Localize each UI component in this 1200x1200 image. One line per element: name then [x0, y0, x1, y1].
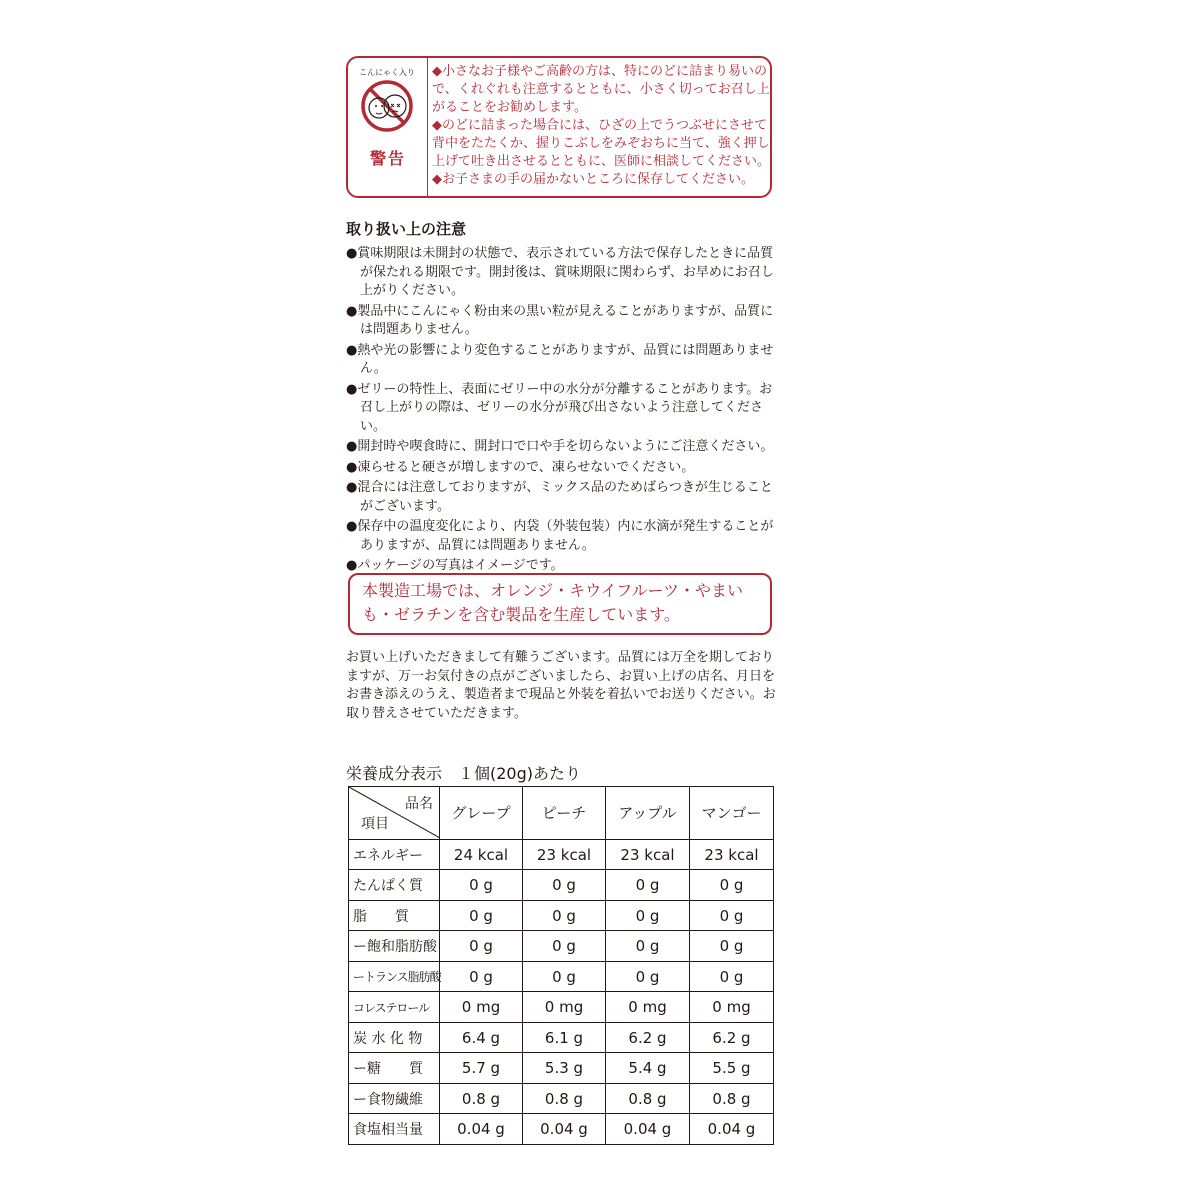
warning-list: [432, 63, 770, 189]
handling-title: 取り扱い上の注意: [346, 220, 467, 238]
value-cell: 0 g: [523, 931, 606, 962]
value-cell: 0 g: [440, 870, 523, 901]
value-cell: 6.2 g: [606, 1022, 690, 1053]
value-cell: 0 g: [690, 931, 774, 962]
value-cell: 0 g: [523, 961, 606, 992]
value-cell: 0 g: [523, 900, 606, 931]
value-cell: 0 g: [606, 961, 690, 992]
column-header: グレープ: [440, 787, 523, 840]
row-label: コレステロール: [349, 992, 440, 1023]
warning-box: [346, 56, 772, 198]
choking-warning-icon: [357, 64, 417, 134]
value-cell: 5.7 g: [440, 1053, 523, 1084]
value-cell: 5.5 g: [690, 1053, 774, 1084]
row-label: 脂 質: [349, 900, 440, 931]
value-cell: 6.4 g: [440, 1022, 523, 1053]
value-cell: 0 g: [690, 870, 774, 901]
corner-item-label: 項目: [361, 815, 389, 832]
row-label: 食塩相当量: [349, 1114, 440, 1145]
warning-item: ◆小さなお子様やご高齢の方は、特にのどに詰まり易いので、くれぐれも注意するとともに、小さく切ってお召し上がることをお勧めします。: [432, 64, 770, 115]
row-label: ー飽和脂肪酸: [349, 931, 440, 962]
nutrition-row: [349, 1114, 774, 1145]
warning-label: 警告: [369, 149, 406, 168]
nutrition-title: 栄養成分表示 １個(20g)あたり: [346, 764, 582, 783]
value-cell: 0 g: [606, 900, 690, 931]
value-cell: 0.8 g: [523, 1083, 606, 1114]
row-label: たんぱく質: [349, 870, 440, 901]
value-cell: 0 mg: [440, 992, 523, 1023]
nutrition-row: [349, 1083, 774, 1114]
nutrition-row: [349, 931, 774, 962]
value-cell: 0 mg: [523, 992, 606, 1023]
row-label: ー糖 質: [349, 1053, 440, 1084]
value-cell: 5.3 g: [523, 1053, 606, 1084]
value-cell: 0 g: [440, 900, 523, 931]
value-cell: 0 g: [440, 961, 523, 992]
value-cell: 0.04 g: [523, 1114, 606, 1145]
value-cell: 0.04 g: [606, 1114, 690, 1145]
nutrition-table: [348, 786, 774, 1145]
value-cell: 0 g: [523, 870, 606, 901]
row-label: ートランス脂肪酸: [349, 961, 440, 992]
value-cell: 0.8 g: [606, 1083, 690, 1114]
handling-note: ●製品中にこんにゃく粉由来の黒い粒が見えることがありますが、品質には問題ありません。: [346, 303, 774, 337]
handling-note: ●パッケージの写真はイメージです。: [346, 558, 564, 573]
value-cell: 0 mg: [690, 992, 774, 1023]
value-cell: 23 kcal: [606, 839, 690, 870]
handling-note: ●混合には注意しておりますが、ミックス品のためばらつきが生じることがございます。: [346, 480, 773, 514]
value-cell: 23 kcal: [690, 839, 774, 870]
handling-notes-list: [346, 245, 778, 578]
handling-note: ●ゼリーの特性上、表面にゼリー中の水分が分離することがあります。お召し上がりの際は、ゼリーの水分が飛び出さないよう注意してください。: [346, 381, 773, 434]
nutrition-header-row: [349, 787, 774, 840]
handling-note: ●保存中の温度変化により、内袋（外装包装）内に水滴が発生することがありますが、品質には問題ありません。: [346, 519, 774, 553]
value-cell: 0 g: [690, 961, 774, 992]
value-cell: 6.2 g: [690, 1022, 774, 1053]
value-cell: 0.8 g: [440, 1083, 523, 1114]
nutrition-row: [349, 839, 774, 870]
nutrition-row: [349, 961, 774, 992]
value-cell: 6.1 g: [523, 1022, 606, 1053]
value-cell: 5.4 g: [606, 1053, 690, 1084]
factory-allergen-notice: 本製造工場では、オレンジ・キウイフルーツ・やまいも・ゼラチンを含む製品を生産しています。: [348, 573, 772, 635]
warning-item: ◆のどに詰まった場合には、ひざの上でうつぶせにさせて背中をたたくか、握りこぶしをみぞおちに当て、強く押し上げて吐き出させるとともに、医師に相談してください。: [432, 118, 771, 169]
column-header: ピーチ: [523, 787, 606, 840]
icon-caption: こんにゃく入り: [359, 68, 415, 77]
nutrition-row: [349, 900, 774, 931]
nutrition-row: [349, 870, 774, 901]
value-cell: 0 g: [606, 870, 690, 901]
nutrition-row: [349, 992, 774, 1023]
value-cell: 0.04 g: [690, 1114, 774, 1145]
corner-product-label: 品名: [405, 796, 433, 812]
column-header: アップル: [606, 787, 690, 840]
handling-note: ●熱や光の影響により変色することがありますが、品質には問題ありません。: [346, 342, 774, 376]
row-label: 炭 水 化 物: [349, 1022, 440, 1053]
value-cell: 24 kcal: [440, 839, 523, 870]
value-cell: 0 g: [440, 931, 523, 962]
warning-icon-panel: [348, 58, 428, 196]
value-cell: 0.04 g: [440, 1114, 523, 1145]
row-label: エネルギー: [349, 839, 440, 870]
value-cell: 23 kcal: [523, 839, 606, 870]
nutrition-row: [349, 1053, 774, 1084]
nutrition-row: [349, 1022, 774, 1053]
handling-note: ●賞味期限は未開封の状態で、表示されている方法で保存したときに品質が保たれる期限です。開封後は、賞味期限に関わらず、お早めにお召し上がりください。: [346, 246, 774, 298]
value-cell: 0 g: [690, 900, 774, 931]
corner-cell: [349, 787, 440, 840]
handling-note: ●凍らせると硬さが増しますので、凍らせないでください。: [346, 459, 695, 475]
row-label: ー食物繊維: [349, 1083, 440, 1114]
warning-item: ◆お子さまの手の届かないところに保存してください。: [432, 172, 755, 187]
value-cell: 0 g: [606, 931, 690, 962]
value-cell: 0 mg: [606, 992, 690, 1023]
column-header: マンゴー: [690, 787, 774, 840]
value-cell: 0.8 g: [690, 1083, 774, 1114]
handling-note: ●開封時や喫食時に、開封口で口や手を切らないようにご注意ください。: [346, 439, 774, 454]
customer-message: お買い上げいただきまして有難うございます。品質には万全を期しておりますが、万一お気付きの点がございましたら、お買い上げの店名、月日をお書き添えのうえ、製造者まで現品と外装を着払いでお送りください。お取り替えさせていただきます。: [346, 650, 776, 721]
